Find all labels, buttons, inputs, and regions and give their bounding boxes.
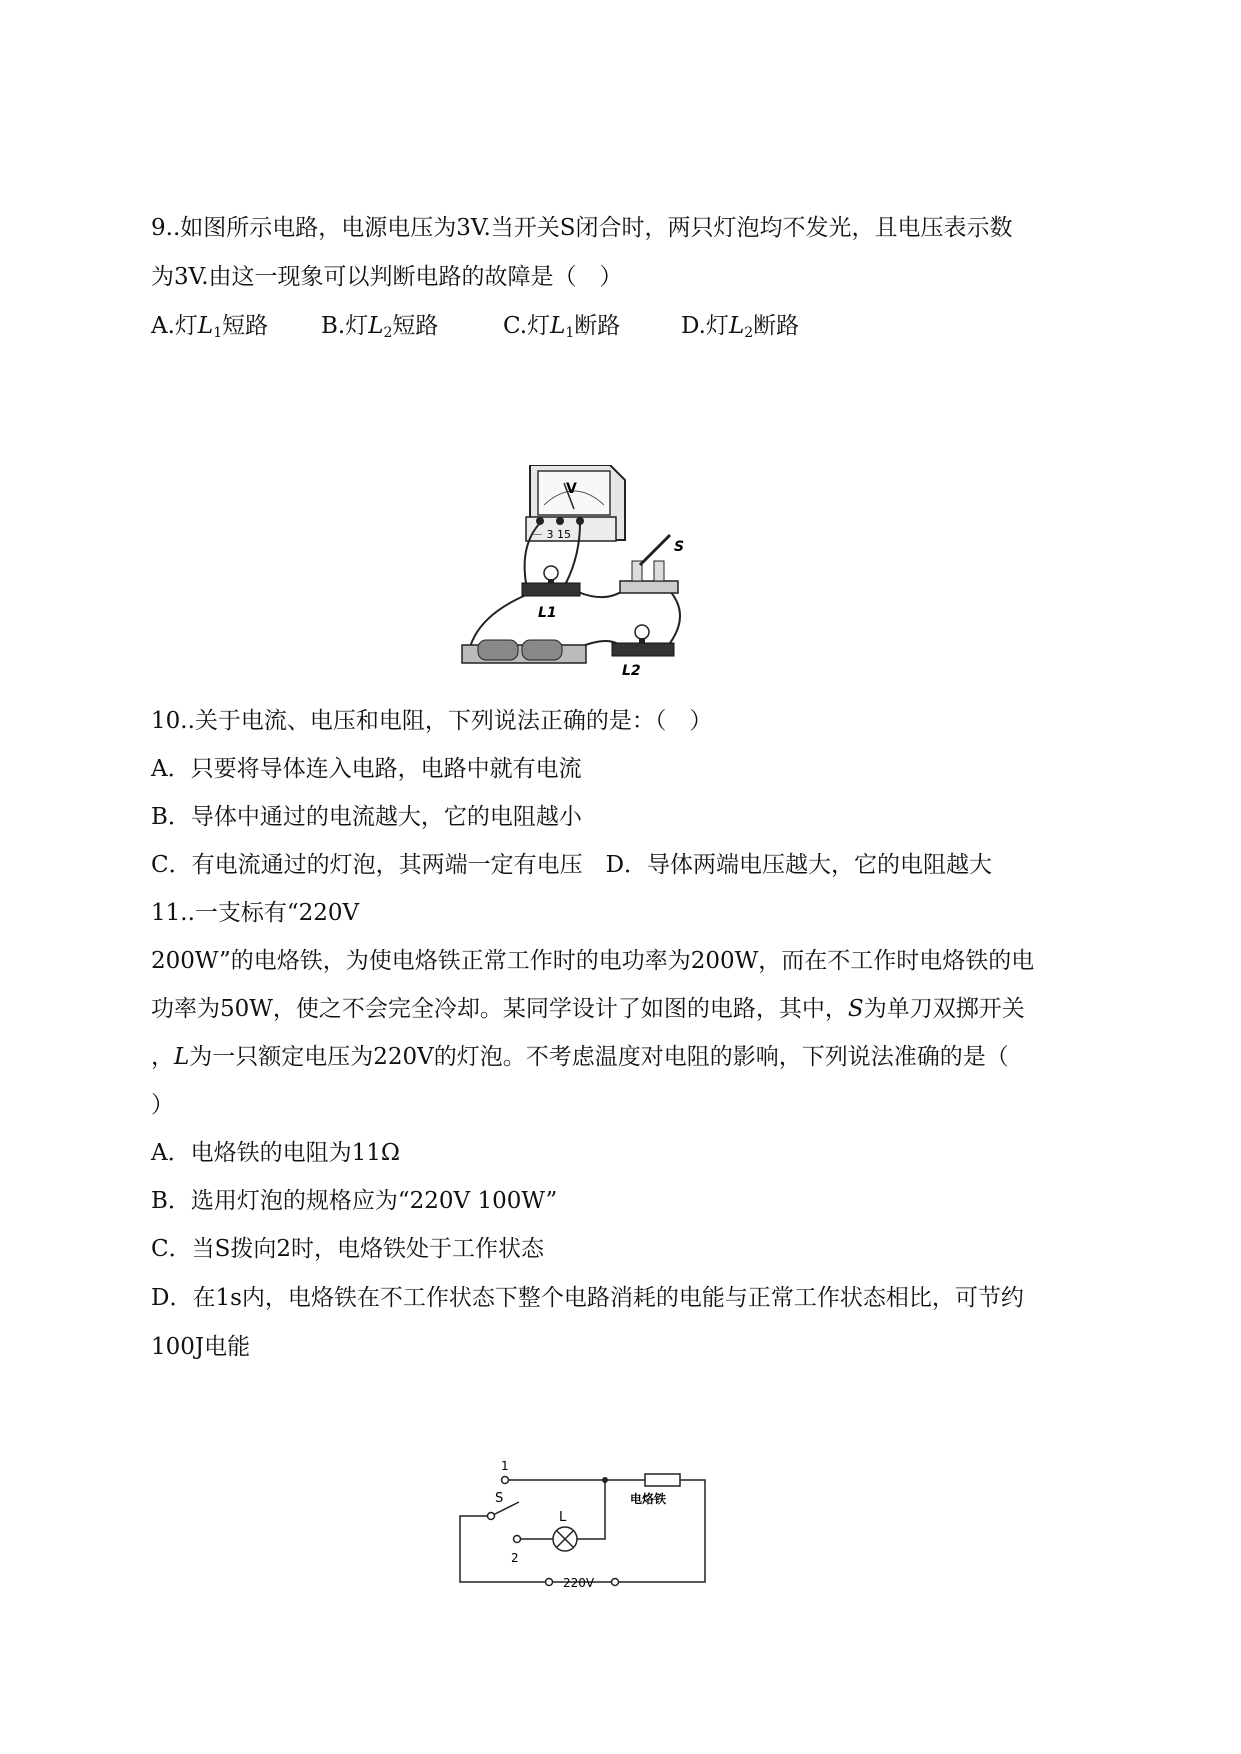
q11-stem-line2: 200W”的电烙铁，为使电烙铁正常工作时的电功率为200W，而在不工作时电烙铁的电 [151,948,1035,974]
switch-label: S [674,539,685,555]
battery-icon [462,640,586,663]
q11-option-d-line2: 100J电能 [151,1334,251,1360]
q11-option-b: B．选用灯泡的规格应为“220V 100W” [151,1188,558,1214]
q10-stem: 10..关于电流、电压和电阻，下列说法正确的是：（ ） [151,708,713,734]
contact-2 [514,1536,521,1543]
lamp-l2-label: L2 [622,663,641,679]
q10-option-a: A．只要将导体连入电路，电路中就有电流 [151,756,582,782]
lamp-l2-icon [612,625,674,656]
q9-option-a: A.灯$L_1$短路 [151,313,269,341]
q9-stem-line2: 为3V.由这一现象可以判断电路的故障是（ ） [151,264,623,290]
iron-resistor-icon [645,1474,680,1486]
q11-stem-line3: 功率为50W，使之不会完全冷却。某同学设计了如图的电路，其中，S为单刀双掷开关 [151,996,1025,1022]
q9-stem-line1: 9..如图所示电路，电源电压为3V.当开关S闭合时，两只灯泡均不发光，且电压表示数 [151,215,1013,241]
lamp-l1-label: L1 [538,605,557,621]
q11-option-d-line1: D．在1s内，电烙铁在不工作状态下整个电路消耗的电能与正常工作状态相比，可节约 [151,1285,1024,1311]
switch-icon [620,535,678,593]
voltmeter-terminal-labels: － 3 15 [532,528,571,541]
supply-terminal-right [612,1579,619,1586]
q11-stem-line5: ） [151,1092,174,1118]
contact-1-label: 1 [501,1459,509,1473]
supply-terminal-left [546,1579,553,1586]
q9-option-d: D.灯$L_2$断路 [681,313,800,341]
lamp-icon [553,1527,577,1551]
q9-option-b: B.灯$L_2$短路 [321,313,439,341]
supply-label: 220V [563,1576,595,1590]
q10-option-cd: C．有电流通过的灯泡，其两端一定有电压 D．导体两端电压越大，它的电阻越大 [151,852,993,878]
iron-label: 电烙铁 [630,1492,667,1506]
q9-circuit-figure [460,465,720,685]
voltmeter-symbol: V [566,481,577,497]
q11-option-a: A．电烙铁的电阻为11Ω [151,1140,400,1166]
q11-stem-line1: 11..一支标有“220V [151,900,360,926]
q11-stem-line4: ，L为一只额定电压为220V的灯泡。不考虑温度对电阻的影响，下列说法准确的是（ [151,1044,1009,1070]
lamp-label: L [559,1510,567,1525]
q11-circuit-figure [455,1455,715,1595]
switch-pivot [488,1513,495,1520]
q9-option-c: C.灯$L_1$断路 [503,313,621,341]
contact-1 [502,1477,509,1484]
q10-option-b: B．导体中通过的电流越大，它的电阻越小 [151,804,582,830]
contact-2-label: 2 [511,1551,519,1565]
junction-dot [602,1477,608,1483]
switch-label: S [495,1491,504,1506]
q9-options [151,311,1151,341]
q11-option-c: C．当S拨向2时，电烙铁处于工作状态 [151,1236,544,1262]
